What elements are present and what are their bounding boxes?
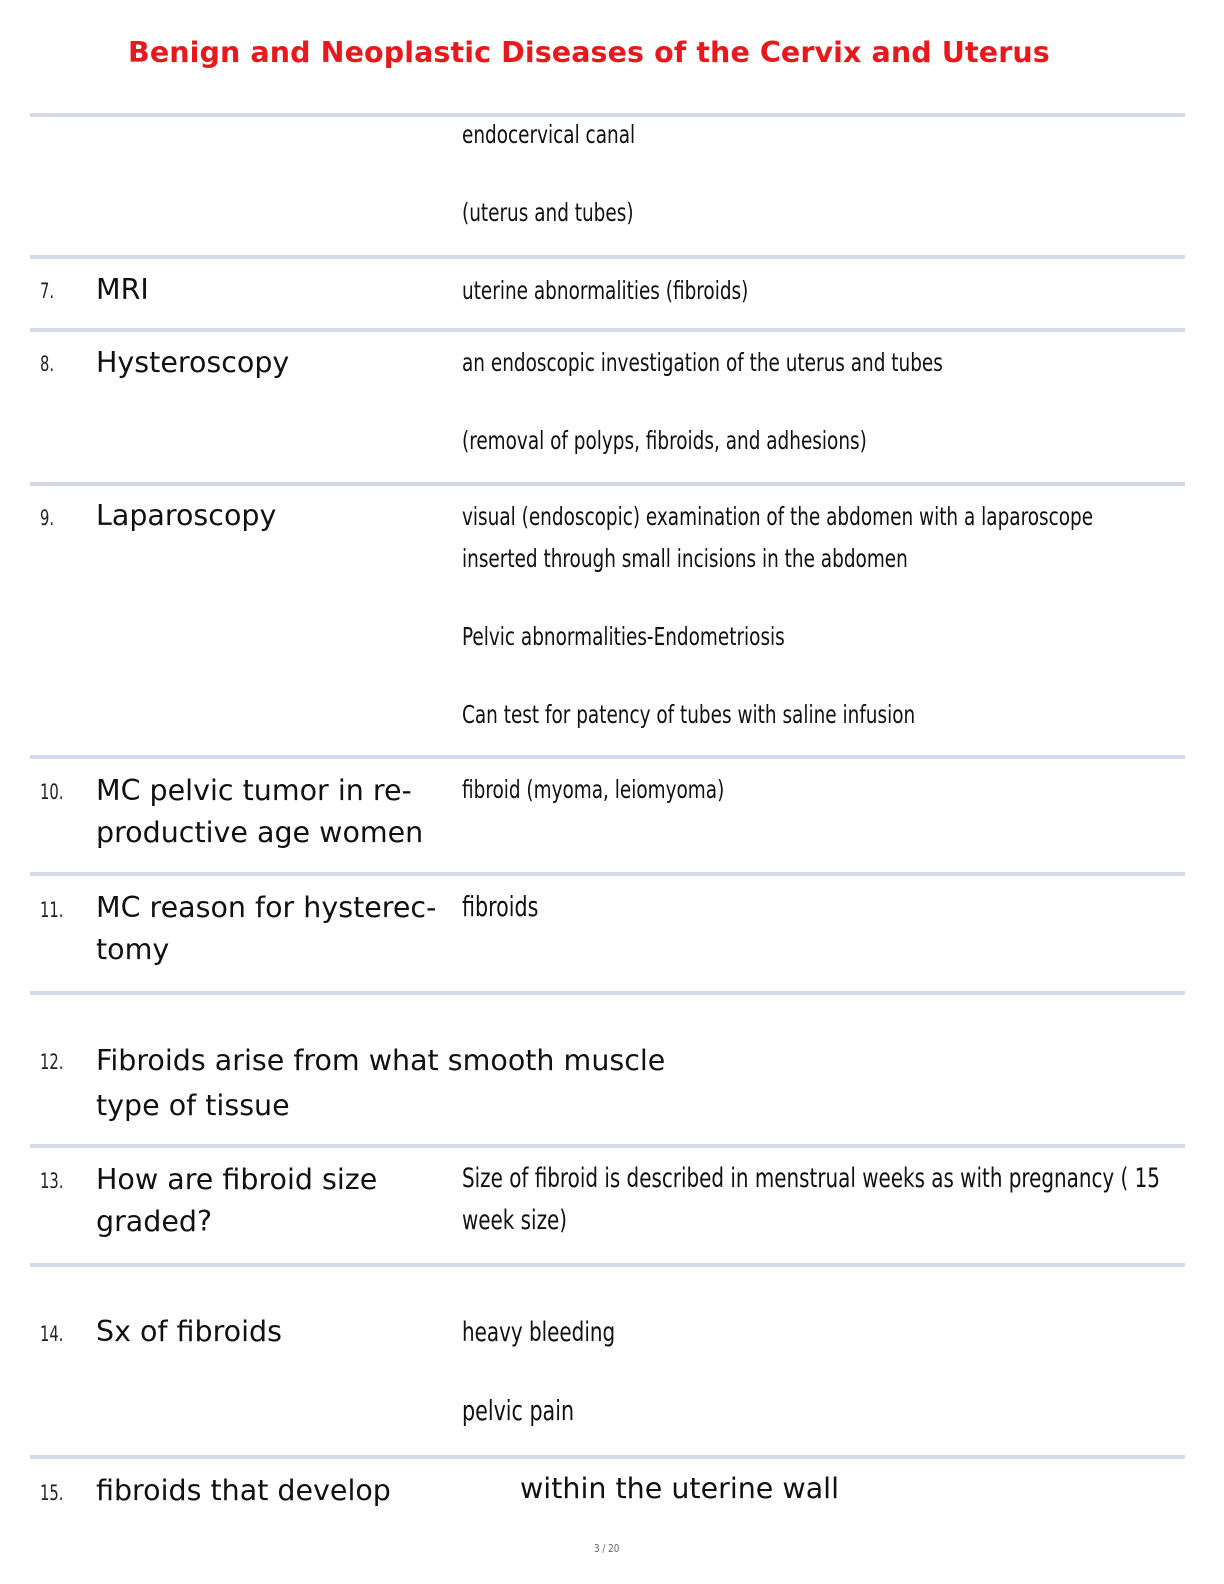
answer-text: fibroids <box>462 890 539 923</box>
answer-text: Pelvic abnormalities-Endometriosis <box>462 622 785 651</box>
question-text: MC reason for hysterec- <box>96 891 437 924</box>
question-text: MRI <box>96 273 149 306</box>
row-number: 12. <box>40 1050 64 1074</box>
row-number: 7. <box>40 279 55 303</box>
row-divider <box>30 1144 1185 1148</box>
question-text: MC pelvic tumor in re- <box>96 774 412 807</box>
row-number: 10. <box>40 780 64 804</box>
row-divider <box>30 482 1185 486</box>
answer-text: endocervical canal <box>462 120 636 149</box>
row-number: 13. <box>40 1169 64 1193</box>
question-text: graded? <box>96 1205 213 1238</box>
answer-text: heavy bleeding <box>462 1317 616 1348</box>
row-number: 15. <box>40 1481 64 1505</box>
answer-text: uterine abnormalities (fibroids) <box>462 276 749 305</box>
answer-text: (removal of polyps, fibroids, and adhesions) <box>462 426 867 455</box>
question-text: tomy <box>96 933 170 966</box>
row-divider <box>30 255 1185 259</box>
question-text: Fibroids arise from what smooth muscle <box>96 1044 666 1077</box>
answer-text: within the uterine wall <box>520 1472 840 1505</box>
row-divider <box>30 1263 1185 1267</box>
row-divider <box>30 1455 1185 1459</box>
answer-text: Size of fibroid is described in menstrual weeks as with pregnancy ( 15 <box>462 1163 1160 1194</box>
answer-text: visual (endoscopic) examination of the abdomen with a laparoscope <box>462 502 1094 531</box>
question-text: type of tissue <box>96 1089 290 1122</box>
row-number: 8. <box>40 352 55 376</box>
question-text: fibroids that develop <box>96 1474 391 1507</box>
row-divider <box>30 991 1185 995</box>
answer-text: week size) <box>462 1205 568 1236</box>
row-number: 11. <box>40 898 64 922</box>
answer-text: pelvic pain <box>462 1394 575 1427</box>
answer-text: fibroid (myoma, leiomyoma) <box>462 775 725 804</box>
row-divider <box>30 328 1185 332</box>
question-text: Sx of fibroids <box>96 1315 282 1348</box>
question-text: Hysteroscopy <box>96 346 290 379</box>
answer-text: an endoscopic investigation of the uterus and tubes <box>462 348 943 377</box>
row-divider <box>30 872 1185 876</box>
question-text: How are fibroid size <box>96 1163 378 1196</box>
page-title: Benign and Neoplastic Diseases of the Cervix and Uterus <box>128 36 1050 69</box>
answer-text: (uterus and tubes) <box>462 198 634 227</box>
answer-text: inserted through small incisions in the abdomen <box>462 544 908 573</box>
question-text: Laparoscopy <box>96 499 277 532</box>
question-text: productive age women <box>96 816 424 849</box>
row-number: 14. <box>40 1322 64 1346</box>
row-divider <box>30 755 1185 759</box>
row-number: 9. <box>40 506 55 530</box>
page-indicator: 3 / 20 <box>594 1542 620 1555</box>
answer-text: Can test for patency of tubes with saline infusion <box>462 700 916 729</box>
